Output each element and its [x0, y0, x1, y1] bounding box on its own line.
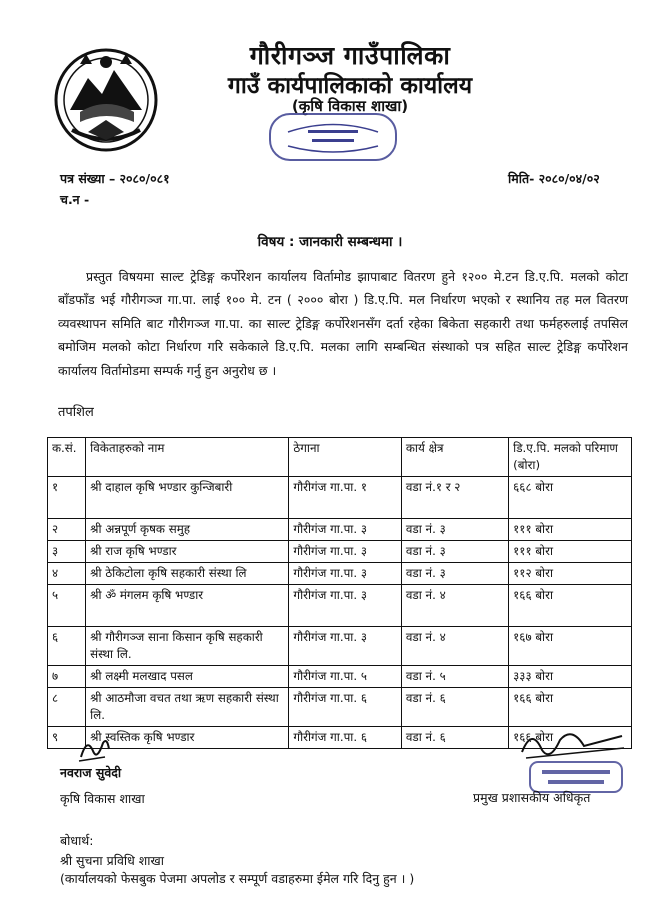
table-header-row	[48, 438, 632, 477]
cell-name: श्री लक्ष्मी मलखाद पसल	[86, 666, 289, 688]
cell-area: वडा नं. ६	[401, 688, 508, 727]
cell-sn: २	[48, 519, 86, 541]
cell-name: श्री अन्नपूर्ण कृषक समुह	[86, 519, 289, 541]
header-work-area: कार्य क्षेत्र	[401, 438, 508, 477]
table-row	[48, 666, 632, 688]
signature-scribble	[75, 735, 115, 765]
office-stamp	[268, 112, 398, 162]
cell-sn: ६	[48, 627, 86, 666]
table-row	[48, 563, 632, 585]
header-quantity: डि.ए.पि. मलको परिमाण (बोरा)	[509, 438, 632, 477]
cc-label: बोधार्थ:	[60, 833, 94, 848]
cell-sn: ९	[48, 727, 86, 749]
cell-address: गौरीगंज गा.पा. ६	[289, 727, 401, 749]
cell-quantity: १६६ बोरा	[509, 585, 632, 627]
cell-address: गौरीगंज गा.पा. १	[289, 477, 401, 519]
cell-name: श्री स्वस्तिक कृषि भण्डार	[86, 727, 289, 749]
cell-area: वडा नं.१ र २	[401, 477, 508, 519]
cell-area: वडा नं. ४	[401, 627, 508, 666]
cell-sn: ५	[48, 585, 86, 627]
cell-name: श्री राज कृषि भण्डार	[86, 541, 289, 563]
letter-body: प्रस्तुत विषयमा साल्ट ट्रेडिङ्ग कर्पोरेशन कार्यालय विर्तामोड झापाबाट वितरण हुने १२०० मे.टन डि.ए.पि. मलको कोटा बाँडफाँड भई गौरीगञ्ज गा.पा. लाई १०० मे. टन ( २००० बोरा ) डि.ए.पि. मल निर्धारण भएको र स्थानिय तह मल वितरण व्यवस्थापन समिति बाट गौरीगञ्ज गा.पा. का साल्ट ट्रेडिङ्ग कर्पोरेशनसँग दर्ता रहेका बिकेता सहकारी तथा फर्महरुलाई तपसिल बमोजिम मलको कोटा निर्धारण गरि सकेकाले डि.ए.पि. मलका लागि सम्बन्धित संस्थाको पत्र सहित साल्ट ट्रेडिङ्ग कर्पोरेशन कार्यालय विर्तामोडमा सम्पर्क गर्नु हुन अनुरोध छ ।	[58, 269, 628, 378]
cell-area: वडा नं. ६	[401, 727, 508, 749]
cell-quantity: ११२ बोरा	[509, 563, 632, 585]
table-row	[48, 477, 632, 519]
cell-name: श्री ठेकिटोला कृषि सहकारी संस्था लि	[86, 563, 289, 585]
table-row	[48, 541, 632, 563]
cell-quantity: १६७ बोरा	[509, 627, 632, 666]
cell-sn: ८	[48, 688, 86, 727]
details-label: तपशिल	[58, 405, 94, 420]
cell-name: श्री दाहाल कृषि भण्डार कुन्जिबारी	[86, 477, 289, 519]
cell-address: गौरीगंज गा.पा. ३	[289, 627, 401, 666]
cell-quantity: १६६ बोरा	[509, 727, 632, 749]
distribution-table	[47, 437, 632, 749]
dispatch-number: च.न -	[60, 192, 90, 207]
cell-address: गौरीगंज गा.पा. ६	[289, 688, 401, 727]
cell-address: गौरीगंज गा.पा. ३	[289, 563, 401, 585]
cell-sn: ७	[48, 666, 86, 688]
cell-sn: १	[48, 477, 86, 519]
cell-area: वडा नं. ३	[401, 563, 508, 585]
cell-quantity: १११ बोरा	[509, 519, 632, 541]
cell-area: वडा नं. ३	[401, 519, 508, 541]
cell-name: श्री आठमौजा वचत तथा ऋण सहकारी संस्था लि.	[86, 688, 289, 727]
cell-area: वडा नं. ५	[401, 666, 508, 688]
cell-quantity: १६६ बोरा	[509, 688, 632, 727]
cell-sn: ३	[48, 541, 86, 563]
cell-area: वडा नं. ३	[401, 541, 508, 563]
cc-note: (कार्यालयको फेसबुक पेजमा अपलोड र सम्पूर्ण वडाहरुमा ईमेल गरि दिनु हुन । )	[60, 871, 415, 886]
header-address: ठेगाना	[289, 438, 401, 477]
municipality-name: गौरीगञ्ज गाउँपालिका	[249, 41, 451, 70]
cell-address: गौरीगंज गा.पा. ५	[289, 666, 401, 688]
header-sn: क.सं.	[48, 438, 86, 477]
cell-name: श्री गौरीगञ्ज साना किसान कृषि सहकारी संस्था लि.	[86, 627, 289, 666]
reference-number: पत्र संख्या – २०८०/०८१	[60, 171, 170, 186]
table-row	[48, 688, 632, 727]
cell-sn: ४	[48, 563, 86, 585]
cell-quantity: ३३३ बोरा	[509, 666, 632, 688]
cell-address: गौरीगंज गा.पा. ३	[289, 541, 401, 563]
table-row	[48, 627, 632, 666]
signatory-branch: कृषि विकास शाखा	[60, 791, 145, 806]
header-seller-name: विकेताहरुको नाम	[86, 438, 289, 477]
cell-address: गौरीगंज गा.पा. ३	[289, 585, 401, 627]
letter-date: मिति- २०८०/०४/०२	[508, 171, 600, 186]
cell-quantity: १११ बोरा	[509, 541, 632, 563]
office-name: गाउँ कार्यपालिकाको कार्यालय	[227, 73, 473, 99]
branch-name: (कृषि विकास शाखा)	[291, 97, 409, 115]
cc-recipient: श्री सुचना प्रविधि शाखा	[60, 853, 164, 868]
cell-name: श्री ॐ मंगलम कृषि भण्डार	[86, 585, 289, 627]
officer-title: प्रमुख प्रशासकीय अधिकृत	[473, 790, 591, 805]
table-row	[48, 519, 632, 541]
cell-address: गौरीगंज गा.पा. ३	[289, 519, 401, 541]
letter-subject: विषय : जानकारी सम्बन्धमा ।	[257, 234, 403, 250]
cell-area: वडा नं. ४	[401, 585, 508, 627]
signatory-name: नवराज सुवेदी	[60, 765, 122, 780]
table-row	[48, 585, 632, 627]
cell-quantity: ६६८ बोरा	[509, 477, 632, 519]
